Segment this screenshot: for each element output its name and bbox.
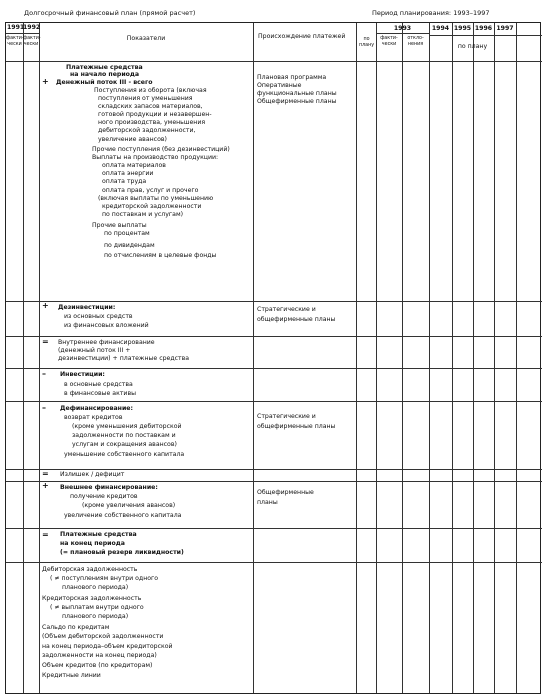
- s1-sign: +: [42, 77, 49, 86]
- s1-head: Денежный поток III - всего: [56, 79, 153, 86]
- row-line: [376, 33, 429, 34]
- s7-line: увеличение собственного капитала: [64, 512, 182, 519]
- s1-line: складских запасов материалов,: [98, 103, 203, 110]
- s1-line: по дивидендам: [104, 242, 155, 249]
- col-line: [452, 23, 453, 693]
- row-line: [6, 401, 542, 402]
- col-1994-1997-plan: по плану: [457, 43, 488, 50]
- s1-line: ного производства, уменьшения: [98, 119, 206, 126]
- s1-line: готовой продукции и незавершен-: [98, 111, 212, 118]
- s9-line: Кредитные линии: [42, 672, 101, 679]
- s2-line: из финансовых вложений: [64, 322, 149, 329]
- col-line: [39, 23, 40, 693]
- s1-line: оплата энергии: [102, 170, 154, 177]
- s5-line: (кроме уменьшения дебиторской: [72, 423, 182, 430]
- s7-line: (кроме увеличения авансов): [82, 502, 176, 509]
- s5-head: Дефинансирование:: [60, 405, 133, 412]
- col-1993: 1993: [393, 25, 412, 32]
- plan-table: [5, 22, 541, 694]
- s4-head: Инвестиции:: [60, 371, 105, 378]
- s5-line: возврат кредитов: [64, 414, 123, 421]
- s1-line: оплата труда: [102, 178, 147, 185]
- s1-line: Выплаты на производство продукции:: [92, 154, 219, 161]
- s3-line: дезинвестиции) + платежные средства: [58, 355, 190, 362]
- s7-origin: Общефирменные: [257, 489, 314, 496]
- col-1992-fact: факти-чески: [23, 36, 41, 47]
- s7-head: Внешнее финансирование:: [60, 484, 158, 491]
- row-line: [6, 528, 542, 529]
- s9-line: задолженности на конец периода): [42, 652, 157, 659]
- s9-line: планового периода): [62, 584, 129, 591]
- col-1991-fact: факти-чески: [6, 36, 24, 47]
- s4-line: в основные средства: [64, 381, 133, 388]
- s2-origin: общефирменные планы: [257, 316, 336, 323]
- row-line: [6, 368, 542, 369]
- row-line: [6, 481, 542, 482]
- col-1993-dev: откло-нения: [407, 36, 424, 47]
- s1-line: дебиторской задолженности,: [98, 127, 196, 134]
- s8-line: (= плановый резерв ликвидности): [60, 549, 184, 556]
- s8-line: Платежные средства: [60, 531, 137, 538]
- s1-line: кредиторской задолженности: [102, 203, 202, 210]
- s9-line: планового периода): [62, 613, 129, 620]
- row-line: [6, 336, 542, 337]
- col-line: [516, 23, 517, 693]
- s1-origin: Оперативные: [257, 82, 302, 89]
- col-line: [23, 23, 24, 693]
- col-indicators: Показатели: [126, 35, 166, 42]
- planning-period: Период планирования: 1993–1997: [372, 9, 490, 17]
- col-1992: 1992: [23, 24, 41, 31]
- col-line: [356, 23, 357, 693]
- s4-line: в финансовые активы: [64, 390, 136, 397]
- s7-sign: +: [42, 481, 49, 490]
- s9-line: (Объем дебиторской задолженности: [42, 633, 164, 640]
- s7-line: получение кредитов: [70, 493, 138, 500]
- col-line: [376, 23, 377, 693]
- s9-line: Сальдо по кредитам: [42, 624, 110, 631]
- s9-line: ( ≠ выплатам внутри одного: [50, 604, 144, 611]
- s9-line: Дебиторская задолженность: [42, 566, 138, 573]
- col-1993-fact: факти-чески: [380, 36, 398, 47]
- s5-line: задолженности по поставкам и: [72, 432, 176, 439]
- s1-line: увеличение авансов): [98, 136, 167, 143]
- s1-line: по процентам: [104, 230, 150, 237]
- col-1994: 1994: [431, 25, 450, 32]
- s9-line: Кредиторская задолженность: [42, 595, 142, 602]
- s1-title: Платежные средства: [66, 64, 143, 71]
- plan-title: Долгосрочный финансовый план (прямой расчет): [24, 9, 196, 17]
- s8-line: на конец периода: [60, 540, 125, 547]
- col-line: [473, 23, 474, 693]
- s1-origin: Плановая программа: [257, 74, 327, 81]
- col-1995: 1995: [453, 25, 472, 32]
- s5-line: уменьшение собственного капитала: [64, 451, 185, 458]
- s9-line: на конец периода–объем кредиторской: [42, 643, 173, 650]
- s6-head: Излишек / дефицит: [60, 471, 125, 478]
- s1-line: Прочие поступления (без дезинвестиций): [92, 146, 230, 153]
- s2-sign: +: [42, 301, 49, 310]
- s5-sign: –: [42, 403, 46, 412]
- s9-line: ( ≠ поступлениям внутри одного: [50, 575, 159, 582]
- s1-origin: Общефирменные планы: [257, 98, 337, 105]
- s1-line: по отчислениям в целевые фонды: [104, 252, 217, 259]
- col-1997: 1997: [496, 25, 514, 32]
- s1-line: (включая выплаты по уменьшению: [98, 195, 214, 202]
- col-line: [402, 23, 403, 693]
- s2-origin: Стратегические и: [257, 306, 316, 313]
- row-line: [6, 301, 542, 302]
- col-line: [494, 23, 495, 693]
- s1-line: оплата прав, услуг и прочего: [102, 187, 199, 194]
- s1-line: Поступления из оборота (включая: [94, 87, 207, 94]
- s4-sign: –: [42, 369, 46, 378]
- s5-origin: общефирменные планы: [257, 423, 336, 430]
- col-1993-plan: по плану: [358, 37, 375, 48]
- col-origin: Происхождение платежей: [258, 33, 346, 40]
- s6-sign: =: [42, 469, 49, 478]
- s2-line: из основных средств: [64, 313, 133, 320]
- row-line: [6, 33, 39, 34]
- s5-line: услугам и сокращения авансов): [72, 441, 177, 448]
- s1-line: Прочие выплаты: [92, 222, 147, 229]
- s1-line: оплата материалов: [102, 162, 166, 169]
- row-line: [6, 61, 542, 62]
- row-line: [429, 35, 542, 36]
- s1-line: поступления от уменьшения: [98, 95, 193, 102]
- col-line: [429, 23, 430, 693]
- row-line: [6, 562, 542, 563]
- s1-origin: функциональные планы: [257, 90, 337, 97]
- row-line: [6, 469, 542, 470]
- s1-line: по поставкам и услугам): [102, 211, 184, 218]
- s1-title: на начало периода: [70, 71, 140, 78]
- s5-origin: Стратегические и: [257, 413, 316, 420]
- s3-line: (денежный поток III +: [58, 347, 131, 354]
- col-line: [253, 23, 254, 693]
- s8-sign: =: [42, 530, 49, 539]
- s7-origin: планы: [257, 499, 278, 506]
- col-1996: 1996: [474, 25, 493, 32]
- s9-line: Объем кредитов (по кредиторам): [42, 662, 153, 669]
- col-1991: 1991: [7, 24, 25, 31]
- s3-sign: =: [42, 337, 49, 346]
- s2-head: Дезинвестиции:: [58, 304, 116, 311]
- s3-line: Внутреннее финансирование: [58, 339, 155, 346]
